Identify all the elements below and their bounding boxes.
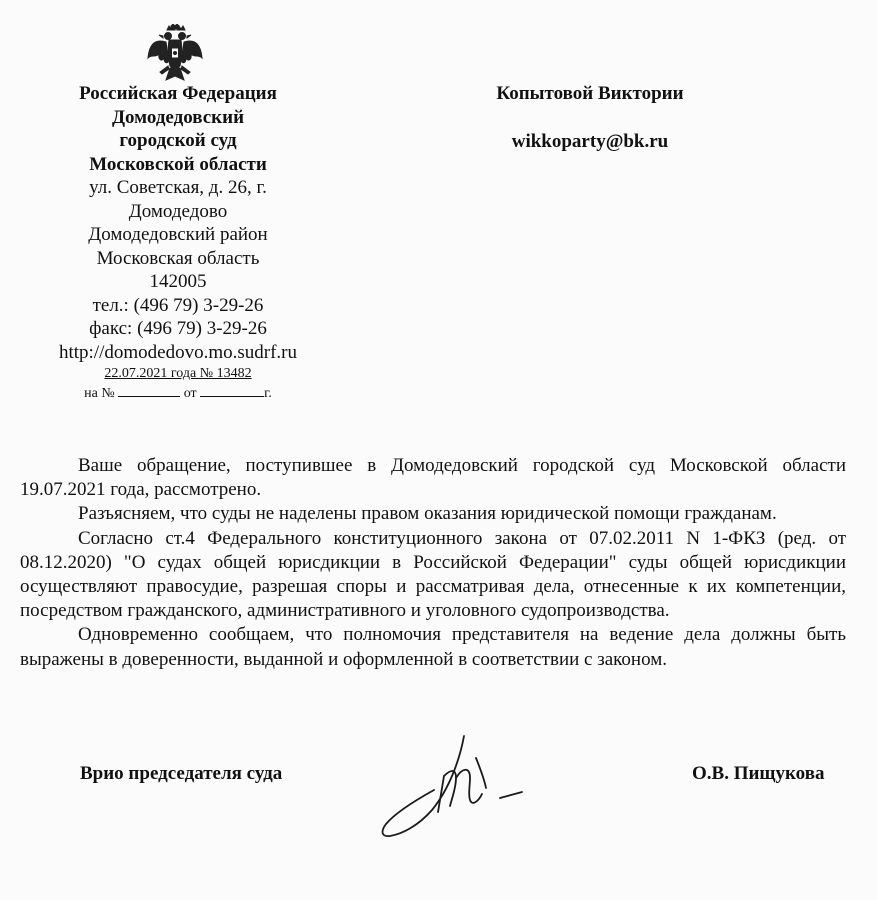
reply-number-blank: [118, 384, 180, 397]
recipient-email: wikkoparty@bk.ru: [511, 130, 669, 152]
recipient-block: [420, 82, 760, 153]
body-paragraph: Ваше обращение, поступившее в Домодедовский городской суд Московской области 19.07.2021 года, рассмотрено.: [20, 455, 846, 501]
reply-suffix: г.: [264, 386, 272, 401]
signatory-name: О.В. Пищукова: [692, 763, 825, 784]
sender-address-line: ул. Советская, д. 26, г.: [89, 177, 267, 198]
sender-phone: тел.: (496 79) 3-29-26: [92, 294, 264, 316]
coat-of-arms-icon: [146, 24, 204, 86]
sender-address-line: Московская область: [96, 247, 260, 269]
sender-block: [38, 82, 318, 403]
handwritten-signature: [372, 728, 542, 848]
body-paragraph: Одновременно сообщаем, что полномочия представителя на ведение дела должны быть выражены в доверенности, выданной и оформленной в соответствии с законом.: [20, 624, 846, 670]
body-paragraph: Согласно ст.4 Федерального конституционного закона от 07.02.2011 N 1-ФКЗ (ред. от 08.12.2020) "О судах общей юрисдикции в Российской Федерации" суды общей юрисдикции осуществляют правосудие, разрешая споры и рассматривая дела, отнесенные к их компетенции, посредством гражданского, административного и уголовного судопроизводства.: [20, 527, 846, 622]
sender-postcode: 142005: [149, 271, 207, 292]
reply-date-blank: [200, 384, 264, 397]
recipient-name: Копытовой Виктории: [496, 83, 684, 104]
reply-mid: от: [183, 386, 197, 401]
sender-website: http://domodedovo.mo.sudrf.ru: [58, 341, 297, 363]
sender-org-line: Российская Федерация: [79, 83, 277, 104]
sender-org-line: Домодедовский: [111, 106, 245, 128]
sender-fax: факс: (496 79) 3-29-26: [89, 318, 267, 339]
letter-body: [20, 454, 846, 672]
sender-address-line: Домодедовский район: [88, 224, 268, 245]
body-paragraph: Разъясняем, что суды не наделены правом оказания юридической помощи гражданам.: [78, 503, 777, 525]
sender-org-line: городской суд: [119, 130, 237, 151]
sender-org-line: Московской области: [89, 153, 267, 175]
registration-number: [38, 365, 318, 383]
reply-reference: [38, 384, 318, 403]
signatory-position: Врио председателя суда: [80, 763, 283, 784]
sender-address-line: Домодедово: [128, 200, 228, 222]
reply-prefix: на №: [84, 386, 115, 401]
registration-number-text: 22.07.2021 года № 13482: [104, 366, 252, 381]
